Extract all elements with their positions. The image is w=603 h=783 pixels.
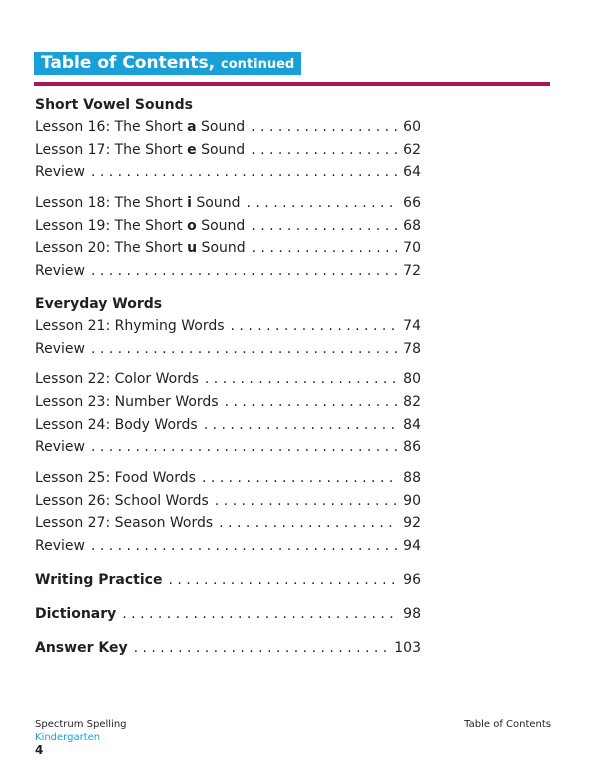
toc-entry-label [35, 436, 85, 459]
toc-entry-text-suffix: Sound [196, 141, 246, 158]
toc-entry-text: Review [35, 340, 85, 357]
toc-page-number: 86 [403, 439, 421, 456]
toc-entry-label: Dictionary [35, 605, 117, 622]
toc-group [35, 315, 421, 360]
toc-page-number: 82 [403, 393, 421, 410]
toc-section [35, 293, 421, 558]
toc-group [35, 192, 421, 283]
toc-section [35, 94, 421, 283]
toc-entry [35, 391, 421, 414]
toc-page-number: 64 [403, 164, 421, 181]
toc-entry-text: Lesson 19: The Short [35, 217, 188, 234]
dot-leader [202, 467, 397, 490]
dot-leader [134, 636, 389, 660]
dot-leader [91, 338, 397, 361]
toc-entry [35, 467, 421, 490]
toc-page-number: 103 [394, 639, 421, 656]
dot-leader [225, 391, 397, 414]
toc-entry-text: Lesson 18: The Short [35, 195, 188, 212]
toc-entry [35, 535, 421, 558]
toc-entry [35, 161, 421, 184]
page-title-banner [34, 52, 301, 75]
toc-entry-text: Lesson 24: Body Words [35, 416, 198, 433]
toc-page-number: 68 [403, 217, 421, 234]
toc-page-number: 60 [403, 119, 421, 135]
toc-entry-label [35, 215, 245, 238]
toc-entry-label [35, 368, 199, 391]
toc-entry-label [35, 467, 196, 490]
toc-page-number: 62 [403, 141, 421, 158]
toc-entry-label [35, 338, 85, 361]
dot-leader [91, 161, 397, 184]
section-heading: Short Vowel Sounds [35, 97, 193, 113]
toc-page-number: 94 [403, 538, 421, 554]
dot-leader [215, 490, 397, 513]
toc-entry [35, 368, 421, 391]
footer-grade: Kindergarten [35, 732, 101, 743]
toc-entry-label: Answer Key [35, 639, 128, 656]
dot-leader [247, 192, 398, 215]
toc-entry [35, 338, 421, 361]
dot-leader [91, 436, 397, 459]
toc-entry [35, 237, 421, 260]
footer-book-title: Spectrum Spelling [35, 719, 127, 730]
toc-entry-label [35, 192, 241, 215]
continued-label: continued [221, 57, 295, 72]
toc-page-number: 90 [403, 492, 421, 509]
toc-entry-text: Lesson 16: The Short [35, 119, 188, 135]
toc-entry-label [35, 490, 209, 513]
toc-page-number: 72 [403, 263, 421, 280]
toc-entry [35, 568, 421, 592]
section-heading: Everyday Words [35, 295, 163, 312]
dot-leader [231, 315, 397, 338]
toc-entry [35, 315, 421, 338]
dot-leader [91, 260, 397, 283]
toc-entry-label [35, 391, 219, 414]
toc-group [35, 368, 421, 459]
toc-entry-text: Lesson 25: Food Words [35, 469, 196, 486]
toc-entry-text-suffix: Sound [196, 217, 246, 234]
toc-entry-label [35, 535, 85, 558]
toc-entry-label [35, 237, 246, 260]
dot-leader [204, 414, 397, 437]
toc-group [35, 467, 421, 558]
page-title: Table of Contents, [41, 53, 216, 73]
toc-entry-text: Lesson 20: The Short [35, 240, 188, 257]
toc-entry-label [35, 139, 245, 162]
toc-entry [35, 436, 421, 459]
dot-leader [219, 512, 397, 535]
toc-entry [35, 116, 421, 139]
toc-page-number: 98 [403, 605, 421, 622]
toc-entry-label [35, 260, 85, 283]
toc-entry-text: Review [35, 263, 85, 280]
toc-entry-text-suffix: Sound [196, 119, 246, 135]
toc-entry-vowel: e [187, 141, 197, 158]
toc-page-number: 70 [403, 240, 421, 257]
toc-page-number: 78 [403, 340, 421, 357]
toc-entry [35, 512, 421, 535]
toc-page-number: 84 [403, 416, 421, 433]
dot-leader [252, 237, 397, 260]
toc-page-number: 80 [403, 371, 421, 388]
toc-major-section [35, 636, 421, 660]
toc-entry-text: Lesson 22: Color Words [35, 371, 199, 388]
toc-major-section [35, 602, 421, 626]
toc-entry-text: Lesson 26: School Words [35, 492, 209, 509]
footer-page-number: 4 [35, 743, 44, 757]
toc-page-number: 74 [403, 317, 421, 334]
toc-entry [35, 192, 421, 215]
toc-entry-text: Review [35, 439, 85, 456]
toc-entry-text: Lesson 21: Rhyming Words [35, 317, 225, 334]
dot-leader [91, 535, 397, 558]
toc-entry-label [35, 315, 225, 338]
toc-entry-text: Lesson 17: The Short [35, 141, 188, 158]
dot-leader [122, 602, 397, 626]
toc-entry [35, 414, 421, 437]
toc-entry-vowel: a [187, 119, 197, 135]
toc-page-number: 92 [403, 515, 421, 532]
toc-entry-text: Review [35, 538, 85, 554]
toc-page-number: 88 [403, 469, 421, 486]
dot-leader [251, 116, 397, 139]
toc-entry-vowel: u [187, 240, 198, 257]
dot-leader [205, 368, 397, 391]
toc-entry-label: Writing Practice [35, 571, 163, 588]
toc-page-number: 96 [403, 571, 421, 588]
toc-group [35, 116, 421, 184]
toc-entry-text: Lesson 23: Number Words [35, 393, 219, 410]
toc-entry [35, 490, 421, 513]
toc-entry [35, 139, 421, 162]
toc-entry-text: Review [35, 164, 85, 181]
dot-leader [251, 139, 397, 162]
toc-entry-label [35, 116, 245, 139]
toc-entry-label [35, 512, 213, 535]
toc-entry-text-suffix: Sound [191, 195, 241, 212]
toc-entry [35, 260, 421, 283]
dot-leader [168, 568, 397, 592]
toc-page-number: 66 [403, 195, 421, 212]
toc-major-section [35, 568, 421, 592]
footer-section-title: Table of Contents [464, 719, 551, 730]
toc-entry-label [35, 161, 85, 184]
toc-entry-text-suffix: Sound [197, 240, 246, 257]
footer-left [35, 718, 127, 757]
title-divider [34, 82, 550, 86]
toc-entry-label [35, 414, 198, 437]
dot-leader [251, 215, 397, 238]
toc-entry-vowel: i [187, 195, 192, 212]
toc-entry-vowel: o [187, 217, 197, 234]
toc-entry [35, 215, 421, 238]
toc-entry [35, 602, 421, 626]
toc-entry [35, 636, 421, 660]
toc-entry-text: Lesson 27: Season Words [35, 515, 214, 532]
table-of-contents [35, 94, 421, 660]
